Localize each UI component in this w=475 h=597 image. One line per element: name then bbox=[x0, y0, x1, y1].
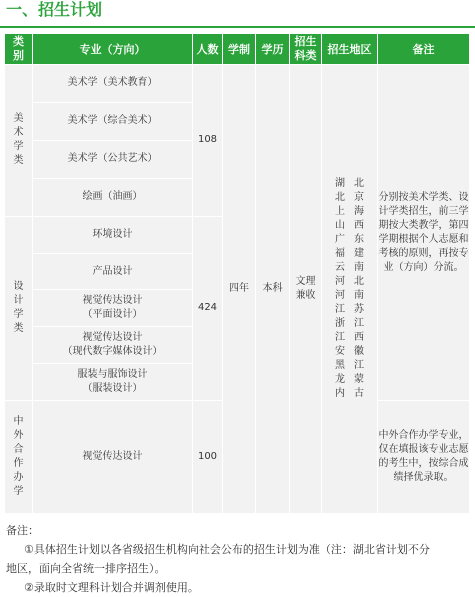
header-subject: 招生科类 bbox=[290, 34, 322, 65]
section-title: 一、招生计划 bbox=[6, 0, 103, 19]
major-cell: 美术学（综合美术） bbox=[33, 102, 193, 140]
major-cell: 视觉传达设计 （平面设计） bbox=[33, 290, 193, 327]
enrollment-plan-table bbox=[4, 33, 470, 514]
major-cell: 美术学（公共艺术） bbox=[33, 140, 193, 178]
major-cell: 绘画（油画） bbox=[33, 178, 193, 216]
note-cell-joint-program: 中外合作办学专业，仅在填报该专业志愿的考生中，按综合成绩择优录取。 bbox=[378, 401, 470, 514]
major-cell: 视觉传达设计 （现代数字媒体设计） bbox=[33, 327, 193, 364]
major-cell: 美术学（美术教育） bbox=[33, 65, 193, 103]
category-cell: 美术学类 bbox=[5, 65, 33, 217]
major-cell: 服装与服饰设计 （服装设计） bbox=[33, 364, 193, 401]
subject-cell: 文理兼收 bbox=[290, 65, 322, 514]
region-column-2: 湖北上山广福云河河江浙江安黑龙内 bbox=[335, 178, 345, 399]
header-degree: 学历 bbox=[256, 34, 290, 65]
footer-item-2: ②录取时文理科计划合并调剂使用。 bbox=[24, 581, 199, 594]
major-cell: 产品设计 bbox=[33, 253, 193, 290]
header-category: 类别 bbox=[5, 34, 33, 65]
note-cell-art-design: 分别按美术学类、设计学类招生，前三学期按大类教学，第四学期根据个人志愿和考核的原则，再按专业（方向）分流。 bbox=[378, 65, 470, 401]
duration-cell: 四年 bbox=[223, 65, 256, 514]
header-major: 专业（方向） bbox=[33, 34, 193, 65]
title-divider bbox=[0, 26, 475, 28]
region-cell bbox=[322, 65, 378, 514]
header-duration: 学制 bbox=[223, 34, 256, 65]
footer-item-1: ①具体招生计划以各省级招生机构向社会公布的招生计划为准（注：湖北省计划不分 bbox=[24, 543, 430, 556]
footer-label: 备注： bbox=[6, 524, 39, 537]
category-cell: 设计学类 bbox=[5, 216, 33, 400]
header-region: 招生地区 bbox=[322, 34, 378, 65]
degree-cell: 本科 bbox=[256, 65, 290, 514]
count-cell: 108 bbox=[193, 65, 223, 217]
header-count: 人数 bbox=[193, 34, 223, 65]
count-cell: 424 bbox=[193, 216, 223, 400]
category-cell: 中外合作办学 bbox=[5, 401, 33, 514]
table-row bbox=[5, 65, 470, 103]
count-cell: 100 bbox=[193, 401, 223, 514]
footer-notes bbox=[6, 521, 468, 597]
region-column-1: 北京海西东建南北南苏江西徽江蒙古 bbox=[354, 178, 364, 399]
major-cell: 环境设计 bbox=[33, 216, 193, 253]
table-header-row bbox=[5, 34, 470, 65]
header-note: 备注 bbox=[378, 34, 470, 65]
major-cell: 视觉传达设计 bbox=[33, 401, 193, 514]
footer-item-1-cont: 地区，面向全省统一排序招生）。 bbox=[6, 562, 166, 575]
